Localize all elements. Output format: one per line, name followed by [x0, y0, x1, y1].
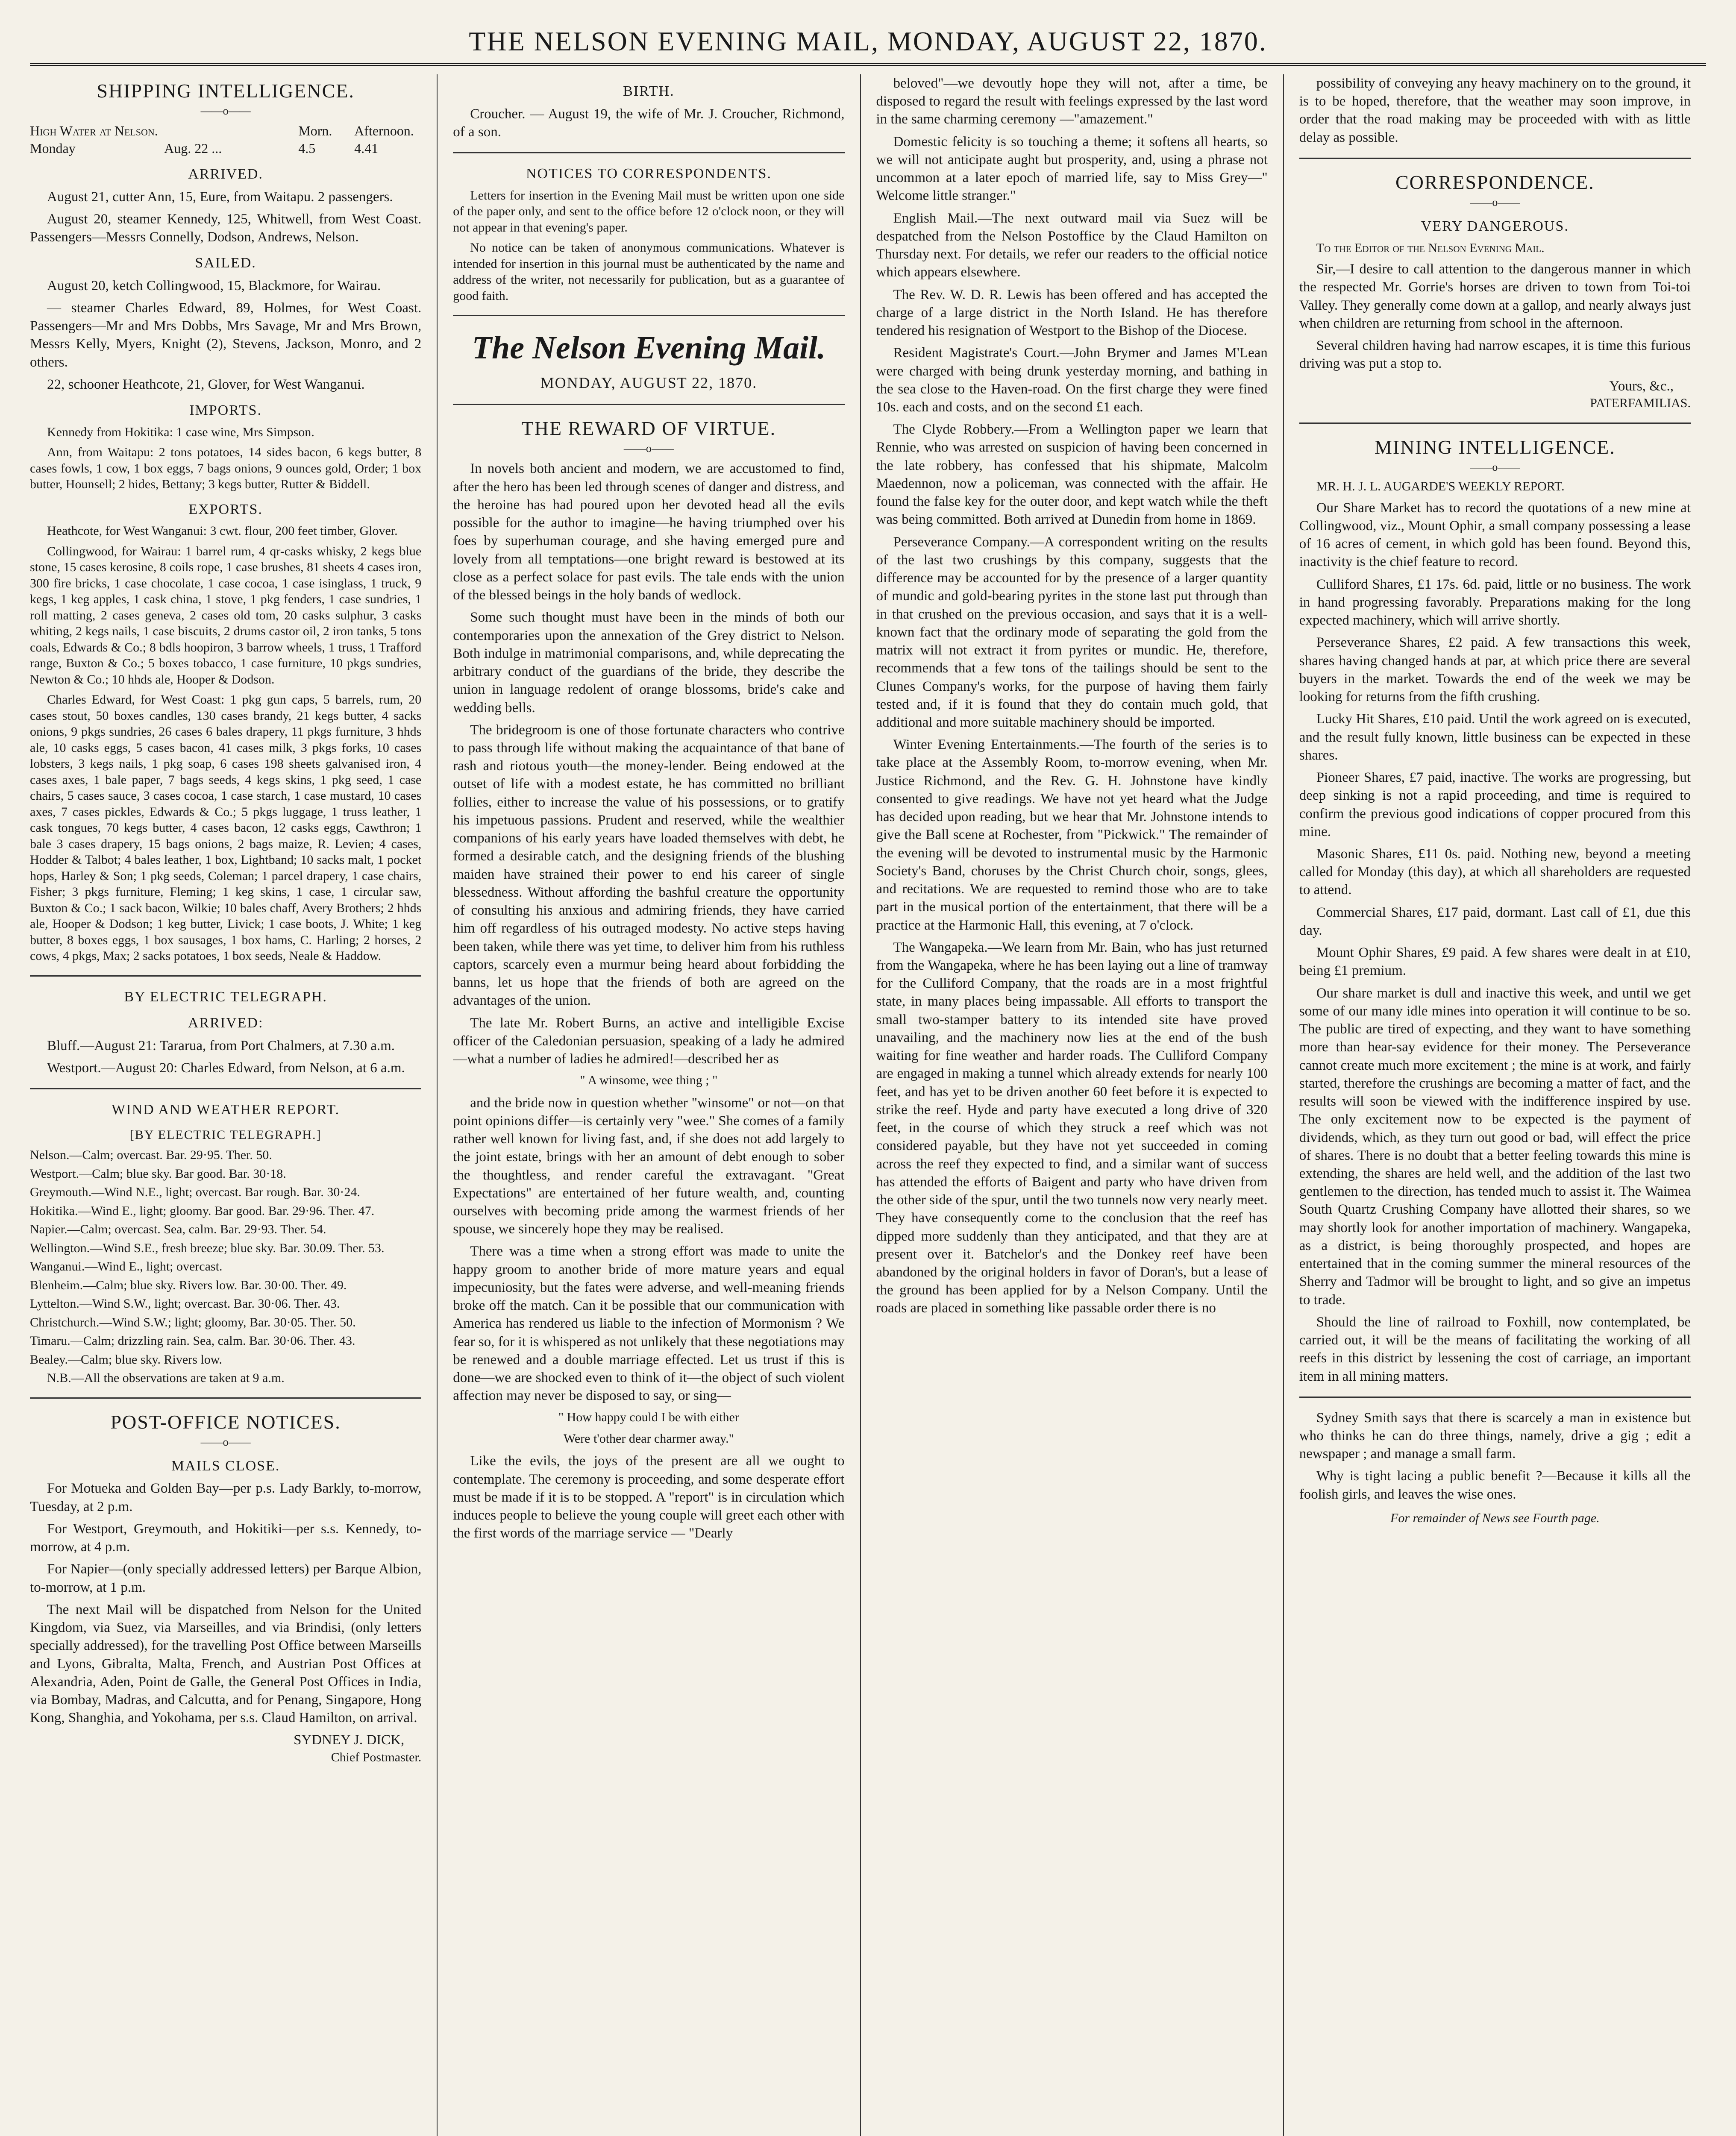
divider — [30, 1088, 421, 1089]
post-1: For Motueka and Golden Bay—per p.s. Lady Barkly, to-morrow, Tuesday, at 2 p.m. — [30, 1481, 422, 1514]
ornament: ——o—— — [1470, 461, 1520, 473]
column-4 — [1284, 74, 1706, 2136]
divider — [453, 404, 844, 405]
weather-line: Wanganui.—Wind E., light; overcast. — [30, 1259, 223, 1274]
masthead: THE NELSON EVENING MAIL, MONDAY, AUGUST 22, 1870. — [30, 26, 1706, 66]
ornament: ——o—— — [623, 442, 674, 455]
post-sub: MAILS CLOSE. — [171, 1458, 280, 1474]
divider — [1299, 423, 1691, 424]
reward-p7: Like the evils, the joys of the present are all we ought to contemplate. The ceremony is proceeding, and some desperate effort must be made if it is to be stopped. A "report" is in circulation which induces people to believe the young couple will greet each other with the first words of the marriage service — "Dearly — [453, 1453, 845, 1541]
corr-sig2: PATERFAMILIAS. — [1590, 396, 1691, 410]
mining-p8: Mount Ophir Shares, £9 paid. A few shares were dealt in at £10, being £1 premium. — [1299, 945, 1691, 979]
dateline: MONDAY, AUGUST 22, 1870. — [540, 374, 758, 392]
telegraph-title: BY ELECTRIC TELEGRAPH. — [124, 989, 327, 1005]
post-signature: SYDNEY J. DICK, — [294, 1732, 405, 1748]
mining-p7: Commercial Shares, £17 paid, dormant. Last call of £1, due this day. — [1299, 904, 1691, 938]
mining-p1: Our Share Market has to record the quotations of a new mine at Collingwood, viz., Mount Ophir, a small company possessing a lease of 16 acres of cement, in which gold has been found. Beyond this, inactivity is the chief feature to record. — [1299, 500, 1691, 570]
poem-2: " How happy could I be with either — [558, 1410, 739, 1424]
post-signature-title: Chief Postmaster. — [331, 1750, 422, 1764]
post-4: The next Mail will be dispatched from Nelson for the United Kingdom, via Suez, via Marseilles, and via Brindisi, (only letters specially addressed), for the travelling Post Office between Marseills and Lyons, Gibralta, Malta, French, and Austrian Post Offices at Alexandria, Aden, Point de Galle, the General Post Offices in India, via Bombay, Madras, and Calcutta, and for Penang, Singapore, Hong Kong, Shanghia, and Yokohama, per s.s. Claud Hamilton, on arrival. — [30, 1602, 422, 1726]
sailed-3: 22, schooner Heathcote, 21, Glover, for West Wanganui. — [47, 376, 365, 392]
ornament: ——o—— — [200, 104, 251, 117]
imports-2: Ann, from Waitapu: 2 tons potatoes, 14 sides bacon, 6 kegs butter, 8 cases fowls, 1 cow, 1 box eggs, 7 bags onions, 9 ounces gold, Order; 1 box butter, Hounsell; 2 hides, Bettany; 3 kegs butter, Rutter & Biddell. — [30, 445, 422, 492]
reward-p1: In novels both ancient and modern, we are accustomed to find, after the hero has been led through scenes of danger and distress, and the heroine has had poured upon her devoted head all the evils possible for the author to imagine—he having triumphed over his foes by superhuman courage, and she having emerged pure and lovely from all temptations—one bright reward is bestowed at its close as a perfect solace for past evils. The tale ends with the union of the blessed beings in the holy bands of wedlock. — [453, 461, 845, 603]
weather-note: N.B.—All the observations are taken at 9 a.m. — [47, 1371, 285, 1385]
tide-date: Aug. 22 ... — [164, 141, 222, 156]
reward-p6: There was a time when a strong effort was made to unite the happy groom to another bride of more mature years and equal impecuniosity, but the fates were adverse, and well-meaning friends broke off the match. Can it be possible that our communication with America has rendered us liable to the infection of Mormonism ? We fear so, for it is whispered as not unlikely that these negotiations may be renewed and a double marriage effected. Let us trust if this is done—we are shocked even to think of it—the object of such violent affection may never be disposed to say, or sing— — [453, 1244, 845, 1404]
mining-p9: Our share market is dull and inactive this week, and until we get some of our many idle mines into operation it will continue to be so. The public are tired of expecting, and they want to have something more than hear-say evidence for their money. The Perseverance cannot create much more excitement ; the mine is at work, and fairly started, therefore the crushings are becoming a matter of fact, and the results will soon be viewed with the indifference inspired by use. The only excitement now to be expected is the payment of dividends, which, as they turn out good or bad, will effect the price of shares. There is no doubt that a better feeling towards this mine is extending, the shares are held well, and the addition of the last two gentlemen to the direction, has tended much to assist it. The Waimea South Quartz Crushing Company have allotted their shares, so we may shortly look for another importation of machinery. Wangapeka, as a district, is being thoroughly prospected, and hopes are entertained that in the coming summer the mineral resources of the Sherry and Tadmor will be brought to light, and so give an impetus to trade. — [1299, 985, 1691, 1308]
weather-line: Hokitika.—Wind E., light; gloomy. Bar good. Bar. 29·96. Ther. 47. — [30, 1203, 375, 1218]
columns — [30, 74, 1706, 2136]
weather-line: Westport.—Calm; blue sky. Bar good. Bar. 30·18. — [30, 1166, 286, 1181]
winter: Winter Evening Entertainments.—The fourth of the series is to take place at the Assembly Room, to-morrow evening, when Mr. Justice Richmond, and the Rev. G. H. Johnstone have kindly consented to give readings. We have not yet heard what the Judge has decided upon reading, but we hear that Mr. Johnstone intends to give the Ball scene at Rochester, from "Pickwick." The remainder of the evening will be devoted to instrumental music by the Harmonic Society's Band, choruses by the Christ Church choir, songs, glees, and recitations. We are requested to remind those who are to take part in the musical portion of the entertainment, that there will be a practice at the Harmonic Hall, this evening, at 7 o'clock. — [876, 737, 1268, 933]
divider — [1299, 158, 1691, 159]
mining-p5: Pioneer Shares, £7 paid, inactive. The works are progressing, but deep sinking is not a rapid proceeding, and time is required to confirm the previous good indications of copper procured from this mine. — [1299, 770, 1691, 839]
column-2 — [438, 74, 861, 2136]
col3-p1: beloved"—we devoutly hope they will not, after a time, be disposed to regard the result with feelings expressed by the last word in the same charming ceremony —"amazement." — [876, 76, 1268, 127]
weather-line: Blenheim.—Calm; blue sky. Rivers low. Bar. 30·00. Ther. 49. — [30, 1278, 347, 1292]
reward-p2: Some such thought must have been in the minds of both our contemporaries upon the annexation of the Grey district to Nelson. Both indulge in matrimonial comparisons, and, while deprecating the arbitrary conduct of the guardians of the bride, they describe the union in language redolent of orange blossoms, bride's cake and wedding bells. — [453, 610, 845, 716]
sailed-2: — steamer Charles Edward, 89, Holmes, for West Coast. Passengers—Mr and Mrs Dobbs, Mrs Savage, Mr and Mrs Brown, Messrs Kelly, Myers, Knight (2), Stevens, Jackson, Monro, and 2 others. — [30, 300, 422, 370]
arrived-1: August 21, cutter Ann, 15, Eure, from Waitapu. 2 passengers. — [47, 189, 393, 205]
mining-p10: Should the line of railroad to Foxhill, now contemplated, be carried out, it will be the means of facilitating the working of all reefs in this district by lessening the cost of carriage, an important item in all mining matters. — [1299, 1314, 1691, 1384]
divider — [453, 152, 844, 153]
weather-line: Timaru.—Calm; drizzling rain. Sea, calm. Bar. 30·06. Ther. 43. — [30, 1334, 355, 1348]
post-3: For Napier—(only specially addressed letters) per Barque Albion, to-morrow, at 1 p.m. — [30, 1561, 422, 1595]
telegraph-2: Westport.—August 20: Charles Edward, from Nelson, at 6 a.m. — [47, 1060, 405, 1076]
why: Why is tight lacing a public benefit ?—Because it kills all the foolish girls, and leaves the wise ones. — [1299, 1468, 1691, 1502]
weather-line: Napier.—Calm; overcast. Sea, calm. Bar. 29·93. Ther. 54. — [30, 1222, 326, 1237]
tide-a: 4.41 — [354, 141, 379, 156]
col3-p2: Domestic felicity is so touching a theme; it softens all hearts, so we will not anticipate aught but prosperity, and, using a phrase not uncommon at a later epoch of married life, say to Miss Grey—" Welcome little stranger." — [876, 134, 1268, 204]
telegraph-arrived: ARRIVED: — [188, 1015, 264, 1031]
arrived-2: August 20, steamer Kennedy, 125, Whitwell, from West Coast. Passengers—Messrs Connelly, Dodson, Andrews, Nelson. — [30, 211, 422, 245]
corr-title: CORRESPONDENCE. — [1395, 171, 1595, 193]
birth-title: BIRTH. — [623, 83, 675, 99]
footer-note: For remainder of News see Fourth page. — [1390, 1511, 1600, 1525]
reward-p4: The late Mr. Robert Burns, an active and intelligible Excise officer of the Caledonian persuasion, speaking of a lady he admired—what a number of ladies he admired!—described her as — [453, 1015, 845, 1067]
lewis: The Rev. W. D. R. Lewis has been offered and has accepted the charge of a large district in the North Island. He has therefore tendered his resignation of Westport to the Bishop of the Diocese. — [876, 287, 1268, 339]
divider — [1299, 1397, 1691, 1398]
telegraph-1: Bluff.—August 21: Tararua, from Port Chalmers, at 7.30 a.m. — [47, 1038, 395, 1053]
corr-p1: Sir,—I desire to call attention to the dangerous manner in which the respected Mr. Gorrie's horses are driven to town from Toi-toi Valley. They generally come down at a gallop, and nearly always just when children are returning from school in the afternoon. — [1299, 261, 1691, 331]
smith: Sydney Smith says that there is scarcely a man in existence but who thinks he can do three things, namely, drive a gig ; edit a newspaper ; and manage a small farm. — [1299, 1410, 1691, 1462]
mining-sub: MR. H. J. L. AUGARDE'S WEEKLY REPORT. — [1316, 479, 1565, 494]
notices-1: Letters for insertion in the Evening Mail must be written upon one side of the paper only, and sent to the office before 12 o'clock noon, or they will not appear in that evening's paper. — [453, 188, 845, 235]
notices-2: No notice can be taken of anonymous communications. Whatever is intended for insertion in this journal must be authenticated by the name and address of the writer, not necessarily for publication, but as a guarantee of good faith. — [453, 241, 845, 303]
birth-text: Croucher. — August 19, the wife of Mr. J. Croucher, Richmond, of a son. — [453, 106, 845, 140]
mining-p6: Masonic Shares, £11 0s. paid. Nothing new, beyond a meeting called for Monday (this day), at which all shareholders are requested to attend. — [1299, 846, 1691, 898]
post-2: For Westport, Greymouth, and Hokitiki—per s.s. Kennedy, to-morrow, at 4 p.m. — [30, 1521, 422, 1555]
divider — [30, 1397, 421, 1399]
ornament: ——o—— — [200, 1435, 251, 1448]
tide-morn: Morn. — [298, 123, 332, 139]
imports-1: Kennedy from Hokitika: 1 case wine, Mrs Simpson. — [47, 425, 314, 439]
imports-title: IMPORTS. — [189, 402, 262, 419]
column-1 — [30, 74, 438, 2136]
divider — [30, 975, 421, 977]
english-mail: English Mail.—The next outward mail via Suez will be despatched from the Nelson Postoffice by the Claud Hamilton on Thursday next. For details, we refer our readers to the official notice which appears elsewhere. — [876, 210, 1268, 280]
weather-line: Greymouth.—Wind N.E., light; overcast. Bar rough. Bar. 30·24. — [30, 1185, 360, 1200]
exports-title: EXPORTS. — [188, 501, 263, 517]
ornament: ——o—— — [1470, 196, 1520, 208]
paper-title: The Nelson Evening Mail. — [472, 330, 826, 366]
divider — [453, 315, 844, 316]
col4-p1: possibility of conveying any heavy machinery on to the ground, it is to be hoped, therefore, that the weather may soon improve, in order that the road making may be proceeded with with as little delay as possible. — [1299, 76, 1691, 145]
corr-sub: VERY DANGEROUS. — [1421, 218, 1569, 235]
perseverance: Perseverance Company.—A correspondent writing on the results of the last two crushings by this company, suggests that the difference may be accounted for by the presence of a larger quantity of mundic and gold-bearing pyrites in the stone last put through than in that crushed on the previous occasion, and says that it is a well-known fact that the ordinary mode of separating the gold from the matrix will not extract it from pyrites or mundic. He, therefore, recommends that a few tons of the tailings should be sent to the Clunes Company's works, for the purpose of having them fairly tested and, if it is found that they do contain much gold, that additional and more suitable machinery should be imported. — [876, 534, 1268, 730]
mining-p2: Culliford Shares, £1 17s. 6d. paid, little or no business. The work in hand progressing favorably. Preparations making for the long expected machinery, which will arrive shortly. — [1299, 576, 1691, 628]
column-3 — [861, 74, 1284, 2136]
clyde: The Clyde Robbery.—From a Wellington paper we learn that Rennie, who was arrested on suspicion of having been concerned in the late robbery, has confessed that his shipmate, Malcolm Maedennon, now a policeman, was connected with the affair. He found the false key for the outer door, and kept watch while the theft was being committed. Both arrived at Dunedin from home in 1869. — [876, 422, 1268, 528]
exports-1: Heathcote, for West Wanganui: 3 cwt. flour, 200 feet timber, Glover. — [47, 524, 398, 538]
weather-sub: [BY ELECTRIC TELEGRAPH.] — [129, 1127, 322, 1142]
weather-line: Nelson.—Calm; overcast. Bar. 29·95. Ther. 50. — [30, 1148, 272, 1162]
tide-table — [30, 122, 421, 157]
sailed-1: August 20, ketch Collingwood, 15, Blackmore, for Wairau. — [47, 278, 381, 293]
poem-3: Were t'other dear charmer away." — [563, 1431, 734, 1446]
weather-line: Christchurch.—Wind S.W.; light; gloomy, Bar. 30·05. Ther. 50. — [30, 1315, 356, 1329]
wangapeka: The Wangapeka.—We learn from Mr. Bain, who has just returned from the Wangapeka, where he has been laying out a line of tramway for the Culliford Company, that the roads are in a most frightful state, in many places being impassable. All efforts to transport the small two-stamper battery to its intended site have proved unavailing, and the machinery now lies at the end of the bush waiting for fine weather and harder roads. The Culliford Company are engaged in making a tunnel which already extends for nearly 100 feet, and has yet to be driven another 60 feet before it is expected to strike the reef. Hyde and party have executed a long drive of 320 feet, in the course of which they struck a reef which was not considered payable, but they have not yet succeeded in coming across the reef they expected to find, and a similar want of success has attended the efforts of Baigent and party who have driven from the other side of the spur, until the two tunnels now very nearly meet. They have consequently come to the conclusion that the reef has dipped more suddenly than they anticipated, and that they are at present over it. Batchelor's and the Donkey reef have been abandoned by the original holders in favor of Doran's, but a lease of the ground has been applied for by a Nelson Company. Until the roads are placed in something like passable order there is no — [876, 939, 1268, 1316]
exports-2: Collingwood, for Wairau: 1 barrel rum, 4 qr-casks whisky, 2 kegs blue stone, 15 cases kerosine, 8 coils rope, 1 case brushes, 81 sheets 4 cases iron, 300 fire bricks, 1 case chocolate, 1 case cocoa, 1 case isinglass, 1 truck, 9 kegs, 1 keg apples, 1 cask china, 1 stove, 1 pkg fenders, 1 case sundries, 1 roll matting, 2 cases geneva, 2 cases old tom, 20 casks sulphur, 3 casks whiting, 2 kegs nails, 1 case biscuits, 2 drums castor oil, 2 iron tanks, 5 tons coals, Edwards & Co.; 8 bdls hoopiron, 3 barrow wheels, 1 truss, 1 Trafford range, Buxton & Co.; 5 boxes tobacco, 1 case furniture, 10 pkgs sundries, Newton & Co.; 10 hhds ale, Hooper & Dodson. — [30, 544, 422, 687]
poem-1: " A winsome, wee thing ; " — [580, 1073, 718, 1088]
tide-day: Monday — [30, 141, 76, 156]
corr-to: To the Editor of the Nelson Evening Mail. — [1316, 241, 1545, 255]
post-title: POST-OFFICE NOTICES. — [110, 1411, 341, 1433]
sailed-title: SAILED. — [195, 255, 256, 271]
corr-sig1: Yours, &c., — [1609, 378, 1674, 394]
corr-p2: Several children having had narrow escapes, it is time this furious driving was put a stop to. — [1299, 338, 1691, 372]
reward-title: THE REWARD OF VIRTUE. — [521, 417, 776, 440]
arrived-title: ARRIVED. — [188, 166, 263, 182]
tide-m: 4.5 — [298, 141, 316, 156]
notices-title: NOTICES TO CORRESPONDENTS. — [526, 165, 772, 182]
mining-p4: Lucky Hit Shares, £10 paid. Until the work agreed on is executed, and the result fully known, little business can be expected in these shares. — [1299, 711, 1691, 763]
weather-line: Wellington.—Wind S.E., fresh breeze; blue sky. Bar. 30.09. Ther. 53. — [30, 1241, 385, 1255]
weather-list — [30, 1147, 421, 1367]
reward-p5: and the bride now in question whether "winsome" or not—on that point opinions differ—is certainly very "wee." She comes of a family rather well known for living fast, and, if she does not add largely to the joint estate, brings with her an amount of debt enough to sober the thoughtless, and render careful the extravagant. "Great Expectations" are entertained of her future wealth, and, counting ourselves with becoming pride among the warmest friends of her spouse, we sincerely hope they may be realised. — [453, 1095, 845, 1237]
tide-aft: Afternoon. — [354, 123, 414, 139]
shipping-title: SHIPPING INTELLIGENCE. — [97, 80, 355, 102]
tide-label: High Water at Nelson. — [30, 123, 158, 139]
mining-p3: Perseverance Shares, £2 paid. A few transactions this week, shares having changed hands at par, at which price there are several buyers in the market. Towards the end of the week we may be looking for returns from the fifth crushing. — [1299, 635, 1691, 705]
exports-3: Charles Edward, for West Coast: 1 pkg gun caps, 5 barrels, rum, 20 cases stout, 50 boxes candles, 130 cases brandy, 21 kegs butter, 4 sacks onions, 9 pkgs sundries, 26 cases 6 bales drapery, 11 pkgs furniture, 3 hhds ale, 10 casks eggs, 5 cases bacon, 41 cases milk, 3 pkgs forks, 10 cases lobsters, 3 kegs nails, 1 pkg soap, 6 cases 198 sheets galvanised iron, 4 cases axes, 1 bale paper, 7 bags seeds, 4 kegs skins, 1 pkg seed, 1 case chairs, 5 cases sauce, 3 cases cocoa, 1 case starch, 1 case mustard, 10 cases axes, 7 cases pickles, Edwards & Co.; 5 pkgs luggage, 1 truss leather, 1 cask tongues, 70 kegs butter, 4 cases bacon, 12 casks eggs, Cawthron; 1 bale 3 cases drapery, 15 bags onions, 2 bags maize, R. Levien; 4 cases, Hodder & Talbot; 4 bales leather, 1 box, Lightband; 10 sacks malt, 1 pocket hops, Harley & Son; 1 pkg seeds, Coleman; 1 parcel drapery, 1 case chairs, Fisher; 3 pkgs furniture, Fleming; 1 keg skins, 1 case, 1 circular saw, Buxton & Co.; 1 sack bacon, Wilkie; 10 bales chaff, Avery Brothers; 2 hhds ale, Hooper & Dodson; 1 keg butter, Livick; 1 case boots, J. White; 1 keg butter, 8 boxes eggs, 1 box sausages, 1 box hams, C. Harling; 2 horses, 2 cows, 4 pkgs, Max; 2 sacks potatoes, 1 box seeds, Neale & Haddow. — [30, 692, 422, 963]
weather-line: Bealey.—Calm; blue sky. Rivers low. — [30, 1352, 222, 1367]
weather-line: Lyttelton.—Wind S.W., light; overcast. Bar. 30·06. Ther. 43. — [30, 1297, 340, 1311]
reward-p3: The bridegroom is one of those fortunate characters who contrive to pass through life without making the acquaintance of that bane of rash and riotous youth—the money-lender. Being endowed at the outset of life with a modest estate, he has committed no brilliant follies, either to increase the value of his possessions, or to gratify his impetuous passions. Prudent and reserved, while the wealthier companions of his early years have loaded themselves with debt, he formed a desirable catch, and the designing friends of the blushing maiden have strained their power to end his career of single blessedness. Without affording the bashful creature the opportunity of consulting his anxious and admiring friends, they have carried him off regardless of his outraged modesty. No active steps having been taken, while there was yet time, to deliver him from his ruthless captors, scarcely even a murmur being heard about forbidding the banns, let us hope that the friends of both are agreed on the advantages of the union. — [453, 722, 845, 1009]
mining-title: MINING INTELLIGENCE. — [1374, 436, 1616, 458]
weather-title: WIND AND WEATHER REPORT. — [112, 1102, 340, 1118]
court: Resident Magistrate's Court.—John Brymer and James M'Lean were charged with being drunk yesterday morning, and bathing in the sea close to the Haven-road. On the first charge they were fined 10s. each and costs, and on the second £1 each. — [876, 345, 1268, 415]
